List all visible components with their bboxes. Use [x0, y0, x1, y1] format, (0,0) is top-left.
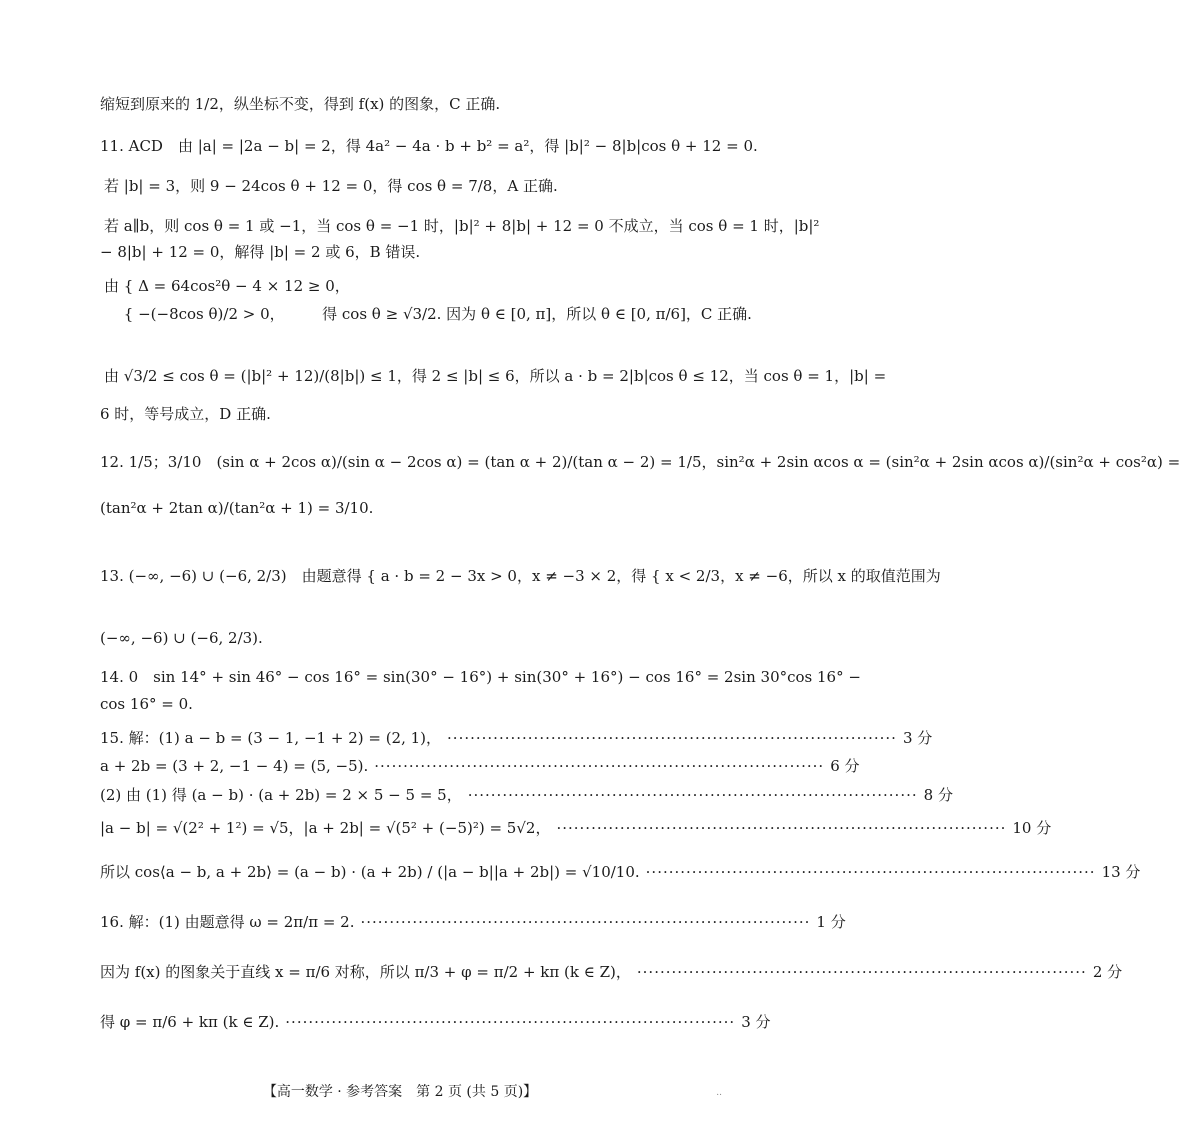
- q14-line: 14. 0 sin 14° + sin 46° − cos 16° = sin(30° − 16°) + sin(30° + 16°) − cos 16° = 2sin 30°cos 16° −: [100, 668, 861, 686]
- q13-line: 13. (−∞, −6) ∪ (−6, 2/3) 由题意得 { a · b = 2 − 3x > 0，x ≠ −3 × 2，得 { x < 2/3，x ≠ −6，所以 x 的取值范围为: [100, 567, 941, 585]
- scored-text: a + 2b = (3 + 2, −1 − 4) = (5, −5).: [100, 757, 369, 775]
- scored-text: (2) 由 (1) 得 (a − b) · (a + 2b) = 2 × 5 − 5 = 5，: [100, 786, 462, 804]
- text-line: 若 |b| = 3，则 9 − 24cos θ + 12 = 0，得 cos θ = 7/8，A 正确.: [104, 177, 558, 195]
- leader-dots: ··············································································: [374, 757, 825, 775]
- scored-line: [100, 962, 1123, 982]
- text-line: (tan²α + 2tan α)/(tan²α + 1) = 3/10.: [100, 499, 374, 517]
- leader-dots: ··············································································: [636, 963, 1087, 981]
- leader-dots: ··············································································: [285, 1013, 736, 1031]
- text-line: 若 a∥b，则 cos θ = 1 或 −1，当 cos θ = −1 时，|b|² + 8|b| + 12 = 0 不成立，当 cos θ = 1 时，|b|²: [104, 217, 820, 235]
- leader-dots: ··············································································: [467, 786, 918, 804]
- q11-line: 11. ACD 由 |a| = |2a − b| = 2，得 4a² − 4a · b + b² = a²，得 |b|² − 8|b|cos θ + 12 = 0.: [100, 137, 758, 155]
- text-line: − 8|b| + 12 = 0，解得 |b| = 2 或 6，B 错误.: [100, 243, 421, 261]
- score-points: 3 分: [902, 729, 933, 747]
- score-points: 13 分: [1101, 863, 1141, 881]
- corner-mark: ..: [716, 1088, 722, 1098]
- scored-line: [100, 818, 1052, 838]
- scored-text: 所以 cos⟨a − b, a + 2b⟩ = (a − b) · (a + 2b) / (|a − b||a + 2b|) = √10/10.: [100, 863, 640, 881]
- text-line: 6 时，等号成立，D 正确.: [100, 405, 271, 423]
- score-points: 6 分: [830, 757, 860, 775]
- text-line: 缩短到原来的 1/2，纵坐标不变，得到 f(x) 的图象，C 正确.: [100, 95, 501, 113]
- scored-text: |a − b| = √(2² + 1²) = √5，|a + 2b| = √(5² + (−5)²) = 5√2，: [100, 819, 551, 837]
- scored-text: 因为 f(x) 的图象关于直线 x = π/6 对称，所以 π/3 + φ = π/2 + kπ (k ∈ Z)，: [100, 963, 631, 981]
- q12-line: 12. 1/5；3/10 (sin α + 2cos α)/(sin α − 2cos α) = (tan α + 2)/(tan α − 2) = 1/5，sin²α + 2sin αcos α = (sin²α + 2sin αcos α)/(sin²α + cos²α) =: [100, 453, 1180, 471]
- page-footer: 【高一数学 · 参考答案 第 2 页 (共 5 页)】: [262, 1084, 538, 1100]
- text-line: (−∞, −6) ∪ (−6, 2/3).: [100, 629, 263, 647]
- scored-line: [100, 862, 1141, 882]
- score-points: 8 分: [923, 786, 953, 804]
- text-line: 由 √3/2 ≤ cos θ = (|b|² + 12)/(8|b|) ≤ 1，得 2 ≤ |b| ≤ 6，所以 a · b = 2|b|cos θ ≤ 12，当 cos θ = 1，|b| =: [104, 367, 887, 385]
- scored-line: [100, 756, 860, 776]
- leader-dots: ··············································································: [447, 729, 897, 747]
- scored-text: 15. 解：(1) a − b = (3 − 1, −1 + 2) = (2, 1)，: [100, 729, 442, 747]
- score-points: 2 分: [1092, 963, 1123, 981]
- score-points: 1 分: [816, 913, 846, 931]
- scored-line: [100, 912, 846, 932]
- text-line: 由 { Δ = 64cos²θ − 4 × 12 ≥ 0，: [104, 277, 350, 295]
- scored-line: [100, 785, 953, 805]
- leader-dots: ··············································································: [360, 913, 811, 931]
- scored-line: [100, 728, 933, 748]
- scored-text: 得 φ = π/6 + kπ (k ∈ Z).: [100, 1013, 280, 1031]
- leader-dots: ··············································································: [556, 819, 1007, 837]
- text-line: { −(−8cos θ)/2 > 0， 得 cos θ ≥ √3/2. 因为 θ ∈ [0, π]，所以 θ ∈ [0, π/6]，C 正确.: [104, 305, 752, 323]
- scored-text: 16. 解：(1) 由题意得 ω = 2π/π = 2.: [100, 913, 355, 931]
- text-line: cos 16° = 0.: [100, 695, 193, 713]
- score-points: 10 分: [1012, 819, 1052, 837]
- leader-dots: ··············································································: [645, 863, 1096, 881]
- scored-line: [100, 1012, 771, 1032]
- score-points: 3 分: [741, 1013, 771, 1031]
